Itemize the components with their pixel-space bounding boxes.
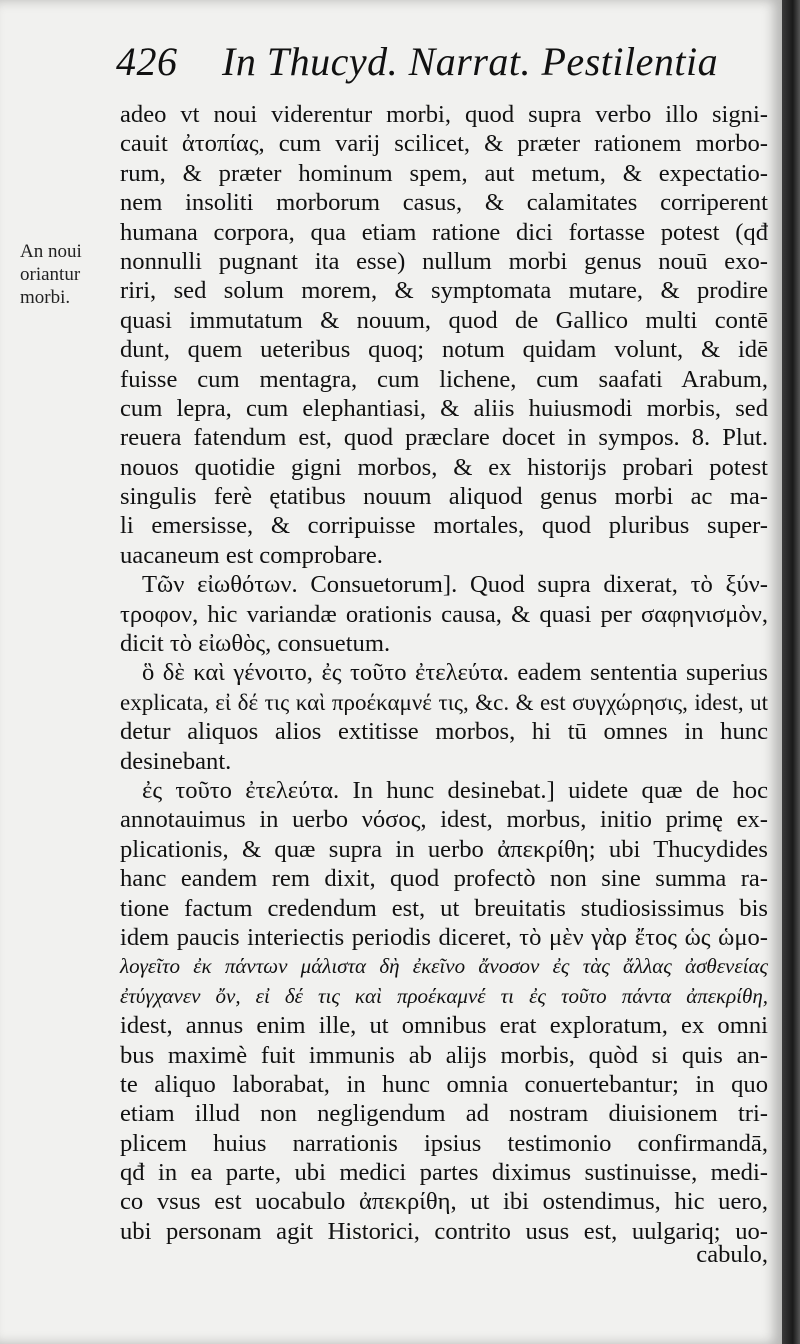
text-line: λογεῖτο ἐκ πάντων μάλιστα δὴ ἐκεῖνο ἄνοσον ἐς τὰς ἄλλας ἀσθενείας [120, 954, 768, 979]
text-line: etiam illud non negligendum ad nostram diuisionem tri- [120, 1100, 768, 1128]
text-line: bus maximè fuit immunis ab alijs morbis, quòd si quis an- [120, 1041, 768, 1069]
book-edge-shadow [782, 0, 800, 1344]
text-line: nem insoliti morborum casus, & calamitates corriperent [120, 189, 768, 217]
page-number: 426 [116, 39, 178, 84]
text-line: humana corpora, qua etiam ratione dici fortasse potest (qđ [120, 218, 768, 246]
text-line: singulis ferè ętatibus nouum aliquod genus morbi ac ma- [120, 483, 768, 511]
text-line: idem paucis interiectis periodis diceret, τὸ μὲν γὰρ ἔτος ὡς ὡμο- [120, 923, 768, 951]
body-text [120, 100, 768, 1246]
text-line: quasi immutatum & nouum, quod de Gallico multi contē [120, 306, 768, 334]
text-line: Τῶν εἰωθότων. Consuetorum]. Quod supra dixerat, τὸ ξύν- [142, 571, 768, 599]
text-line: rum, & præter hominum spem, aut metum, & expectatio- [120, 159, 768, 187]
text-line: li emersisse, & corripuisse mortales, quod pluribus super- [120, 512, 768, 540]
text-line: fuisse cum mentagra, cum lichene, cum saafati Arabum, [120, 365, 768, 393]
text-line: dunt, quem ueteribus quoq; notum quidam volunt, & idē [120, 336, 768, 364]
page-header [112, 38, 752, 90]
margin-note-line: An noui [20, 241, 82, 262]
margin-note-line: oriantur [20, 264, 81, 285]
text-line: te aliquo laborabat, in hunc omnia conuertebantur; in quo [120, 1070, 768, 1098]
text-line: riri, sed solum morem, & symptomata mutare, & prodire [120, 277, 768, 305]
text-line: ubi personam agit Historici, contrito usus est, uulgariq; uo- [120, 1217, 768, 1245]
text-line: reuera fatendum est, quod præclare docet in sympos. 8. Plut. [120, 424, 768, 452]
text-line: cum lepra, cum elephantiasi, & aliis huiusmodi morbis, sed [120, 394, 768, 422]
text-line: ὃ δὲ καὶ γένοιτο, ἐς τοῦτο ἐτελεύτα. eadem sententia superius [142, 659, 768, 687]
text-line: explicata, εἰ δέ τις καὶ προέκαμνέ τις, &c. & est συγχώρησις, idest, ut [120, 689, 768, 715]
text-line: plicationis, & quæ supra in uerbo ἀπεκρίθη; ubi Thucydides [120, 835, 768, 863]
text-line: qđ in ea parte, ubi medici partes diximus sustinuisse, medi- [120, 1159, 768, 1187]
text-line: ἐς τοῦτο ἐτελεύτα. In hunc desinebat.] uidete quæ de hoc [142, 776, 768, 804]
text-line: τροφον, hic variandæ orationis causa, & quasi per σαφηνισμὸν, [120, 600, 768, 628]
text-line: adeo vt noui viderentur morbi, quod supra verbo illo signi- [120, 101, 768, 128]
margin-note-line: morbi. [20, 287, 71, 308]
text-line: tione factum credendum est, ut breuitatis studiosissimus bis [120, 894, 768, 922]
text-line: idest, annus enim ille, ut omnibus erat exploratum, ex omni [120, 1012, 768, 1040]
text-line: nouos quotidie gigni morbos, & ex historijs probari potest [120, 453, 768, 481]
text-line: plicem huius narrationis ipsius testimonio confirmandā, [120, 1129, 768, 1157]
text-line: co vsus est uocabulo ἀπεκρίθη, ut ibi ostendimus, hic uero, [120, 1188, 768, 1216]
text-line: annotauimus in uerbo νόσος, idest, morbus, initio primę ex- [120, 806, 768, 834]
text-line: dicit τὸ εἰωθὸς, consuetum. [120, 630, 391, 658]
text-line: uacaneum est comprobare. [120, 541, 383, 569]
catchword: cabulo, [696, 1241, 768, 1268]
text-line: hanc eandem rem dixit, quod profectò non sine summa ra- [120, 865, 768, 893]
margin-note [20, 240, 130, 309]
text-line: desinebant. [120, 747, 232, 775]
text-line: cauit ἀτοπίας, cum varij scilicet, & præter rationem morbo- [120, 130, 768, 158]
text-line: ἐτύγχανεν ὄν, εἰ δέ τις καὶ προέκαμνέ τι ἐς τοῦτο πάντα ἀπεκρίθη, [120, 983, 768, 1008]
text-line: nonnulli pugnant ita esse) nullum morbi genus nouū exo- [120, 247, 768, 275]
running-title: In Thucyd. Narrat. Pestilentia [222, 39, 719, 84]
text-line: detur aliquos alios extitisse morbos, hi tū omnes in hunc [120, 718, 768, 746]
